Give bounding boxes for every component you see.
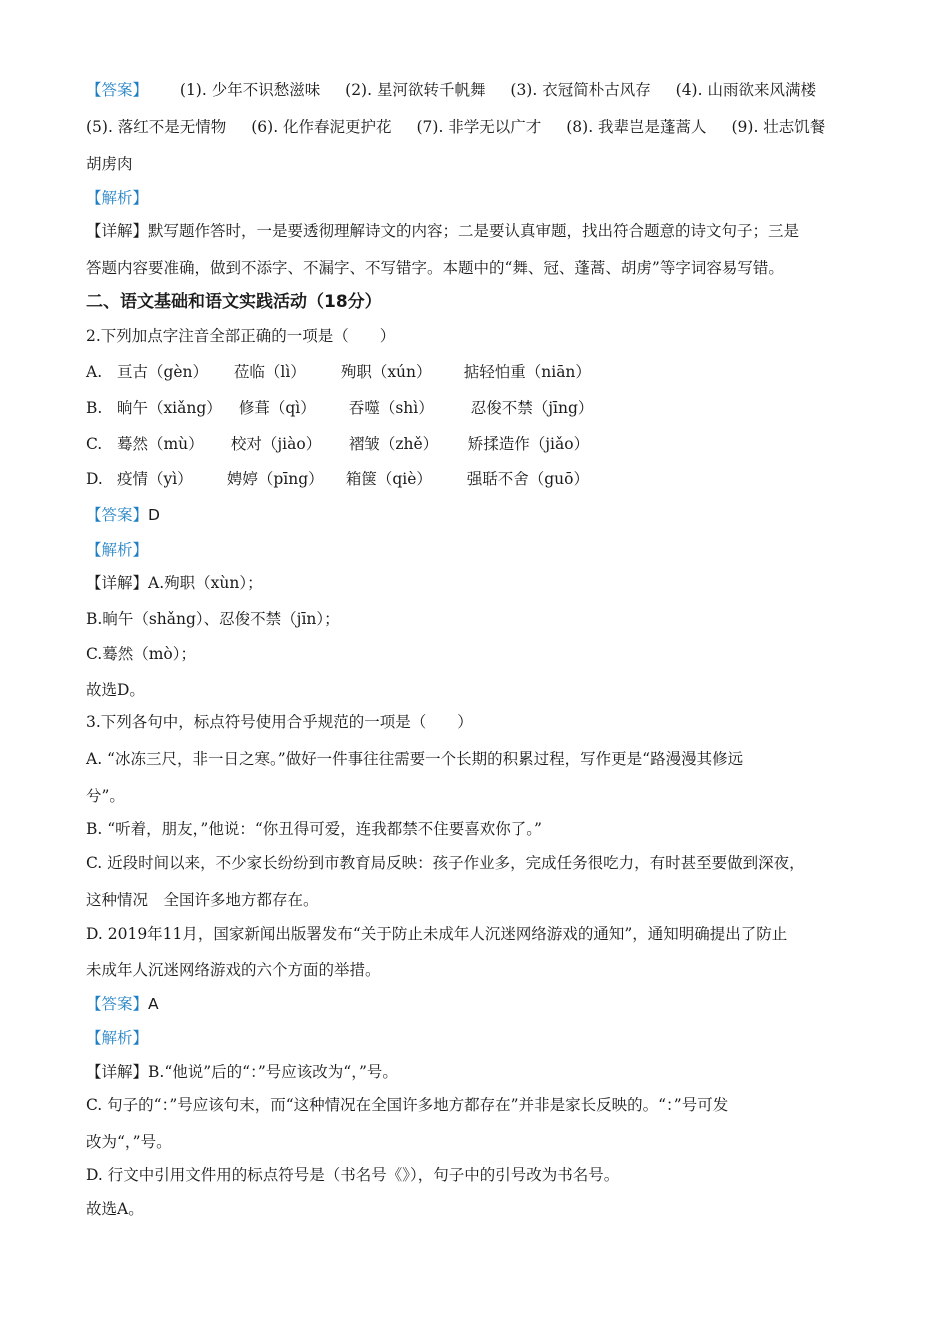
option-item: 矫揉造作（jiǎo）: [467, 435, 590, 453]
answer-item: (4). 山雨欲来风满楼: [675, 81, 816, 99]
option-label: B.: [86, 399, 103, 417]
option-label: C.: [86, 435, 103, 453]
q3-option-line: A. “冰冻三尺，非一日之寒。”做好一件事往往需要一个长期的积累过程，写作更是“路漫漫其修远: [86, 750, 744, 768]
q3-detail-line: 【详解】B.“他说”后的“：”号应该改为“，”号。: [86, 1063, 398, 1081]
answer-value: A: [148, 995, 159, 1013]
option-item: 强聒不舍（guō）: [466, 470, 589, 488]
option-item: 掂轻怕重（niān）: [463, 363, 591, 381]
answer-item: (1). 少年不识愁滋味: [179, 81, 321, 99]
option-label: A.: [86, 363, 103, 381]
option-item: 疫情（yì）: [116, 470, 193, 488]
option-item: 晌午（xiǎng）: [116, 399, 222, 417]
option-label: D.: [86, 470, 103, 488]
q2-option-c: [86, 433, 589, 455]
answer-item: (2). 星河欲转千帆舞: [345, 81, 486, 99]
q2-option-a: [86, 361, 591, 383]
answer-item: 胡虏肉: [86, 155, 133, 173]
answer-item: (3). 衣冠简朴古风存: [510, 81, 651, 99]
q1-analysis-tag: 【解析】: [86, 189, 149, 207]
option-item: 殉职（xún）: [340, 363, 432, 381]
option-item: 忍俊不禁（jīng）: [470, 399, 594, 417]
answer-item: (9). 壮志饥餐: [731, 118, 826, 136]
q3-detail-line: C. 句子的“：”号应该句末，而“这种情况在全国许多地方都存在”并非是家长反映的。“：”号可发: [86, 1096, 729, 1114]
q3-answer-line: [86, 993, 159, 1015]
q3-option-line: 兮”。: [86, 787, 125, 805]
option-item: 亘古（gèn）: [116, 363, 209, 381]
q2-detail-line: B.晌午（shǎng）、忍俊不禁（jīn）；: [86, 610, 340, 628]
q3-option-line: D. 2019年11月，国家新闻出版署发布“关于防止未成年人沉迷网络游戏的通知”，通知明确提出了防止: [86, 925, 788, 943]
q1-answer-line-3: [86, 153, 133, 175]
option-item: 娉婷（pīng）: [226, 470, 324, 488]
q2-option-b: [86, 397, 593, 419]
option-item: 校对（jiào）: [230, 435, 322, 453]
q1-detail-line-2: 答题内容要准确，做到不添字、不漏字、不写错字。本题中的“舞、冠、蓬蒿、胡虏”等字词容易写错。: [86, 259, 784, 277]
q3-option-line: 未成年人沉迷网络游戏的六个方面的举措。: [86, 961, 381, 979]
answer-value: D: [148, 506, 160, 524]
q2-detail-line: 故选D。: [86, 681, 145, 699]
option-item: 箱箧（qiè）: [345, 470, 432, 488]
q2-option-d: [86, 468, 589, 490]
q1-detail-line-1: 【详解】默写题作答时，一是要透彻理解诗文的内容；二是要认真审题，找出符合题意的诗文句子；三是: [86, 222, 800, 240]
q3-detail-line: 改为“，”号。: [86, 1133, 172, 1151]
q3-stem: 3.下列各句中，标点符号使用合乎规范的一项是（ ）: [86, 713, 473, 731]
answer-tag: 【答案】: [86, 506, 149, 524]
answer-tag: 【答案】: [86, 81, 149, 99]
q3-option-line: C. 近段时间以来，不少家长纷纷到市教育局反映：孩子作业多，完成任务很吃力，有时甚至要做到深夜，: [86, 854, 805, 872]
option-item: 蓦然（mù）: [116, 435, 204, 453]
option-item: 修葺（qì）: [238, 399, 316, 417]
q2-analysis-tag: 【解析】: [86, 541, 149, 559]
q2-detail-line: C.蓦然（mò）；: [86, 645, 197, 663]
answer-item: (5). 落红不是无情物: [86, 118, 227, 136]
q3-detail-line: D. 行文中引用文件用的标点符号是（书名号《》），句子中的引号改为书名号。: [86, 1166, 620, 1184]
answer-item: (8). 我辈岂是蓬蒿人: [566, 118, 707, 136]
q2-answer-line: [86, 504, 160, 526]
section-heading: 二、语文基础和语文实践活动（18分）: [86, 292, 382, 312]
q1-answer-line-2: [86, 116, 825, 138]
q3-option-line: 这种情况 全国许多地方都存在。: [86, 891, 319, 909]
answer-tag: 【答案】: [86, 995, 149, 1013]
answer-item: (6). 化作春泥更护花: [251, 118, 392, 136]
option-item: 褶皱（zhě）: [348, 435, 439, 453]
q1-answer-line-1: [86, 79, 816, 101]
q3-analysis-tag: 【解析】: [86, 1029, 149, 1047]
answer-item: (7). 非学无以广才: [416, 118, 542, 136]
q3-detail-line: 故选A。: [86, 1200, 144, 1218]
option-item: 莅临（lì）: [233, 363, 306, 381]
option-item: 吞噬（shì）: [348, 399, 434, 417]
q3-option-line: B. “听着，朋友，”他说：“你丑得可爱，连我都禁不住要喜欢你了。”: [86, 820, 542, 838]
q2-detail-line: 【详解】A.殉职（xùn）；: [86, 574, 263, 592]
q2-stem: 2.下列加点字注音全部正确的一项是（ ）: [86, 327, 396, 345]
